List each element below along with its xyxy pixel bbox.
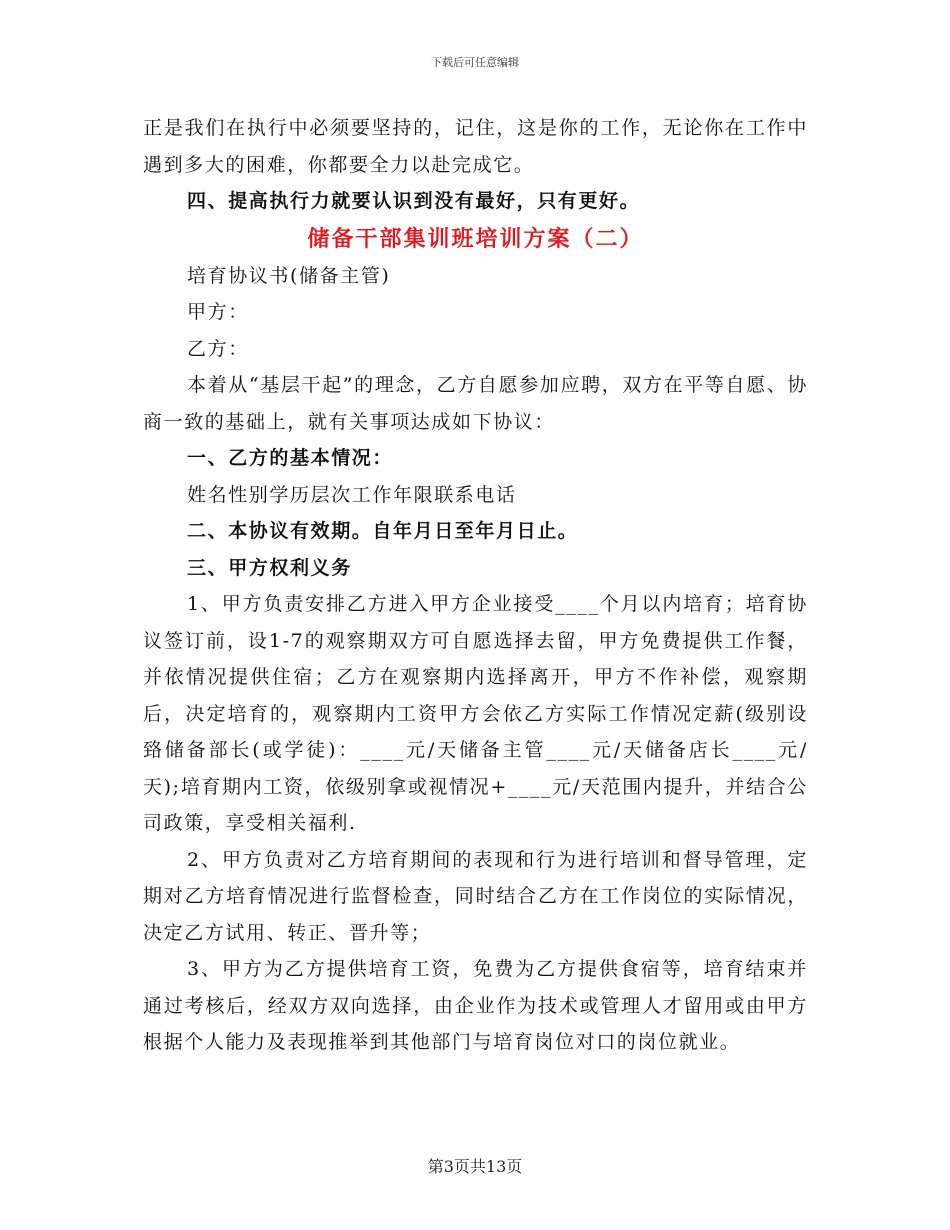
basic-info-fields: 姓名性别学历层次工作年限联系电话: [187, 483, 517, 506]
agreement-name: 培育协议书(储备主管): [187, 264, 391, 287]
preamble-paragraph: 本着从“基层干起”的理念，乙方自愿参加应聘，双方在平等自愿、协商一致的基础上，就有关事项达成如下协议：: [143, 374, 808, 433]
section-heading-4: 四、提高执行力就要认识到没有最好，只有更好。: [187, 190, 641, 212]
party-a-line: 甲方：: [187, 301, 249, 323]
paragraph-continued: 正是我们在执行中必须要坚持的，记住，这是你的工作，无论你在工作中遇到多大的困难，你都要全力以赴完成它。: [143, 117, 808, 176]
clause-2: 2、甲方负责对乙方培育期间的表现和行为进行培训和督导管理，定期对乙方培育情况进行监督检查，同时结合乙方在工作岗位的实际情况，决定乙方试用、转正、晋升等；: [143, 848, 808, 944]
clause-3: 3、甲方为乙方提供培育工资，免费为乙方提供食宿等，培育结束并通过考核后，经双方双向选择，由企业作为技术或管理人才留用或由甲方根据个人能力及表现推举到其他部门与培育岗位对口的岗位就业。: [143, 958, 808, 1053]
page-header: 下载后可任意编辑: [431, 56, 519, 69]
document-body: [143, 110, 808, 1061]
clause-1: 1、甲方负责安排乙方进入甲方企业接受____个月以内培育；培育协议签订前，设1-7的观察期双方可自愿选择去留，甲方免费提供工作餐，并依情况提供住宿；乙方在观察期内选择离开，甲方不作补偿，观察期后，决定培育的，观察期内工资甲方会依乙方实际工作情况定薪(级别设臵储备部长(或学徒)：____元/天储备主管____元/天储备店长____元/天);培育期内工资，依级别拿或视情况+____元/天范围内提升，并结合公司政策，享受相关福利.: [143, 593, 808, 834]
document-title: 储备干部集训班培训方案（二）: [307, 225, 644, 252]
section-heading-3: 三、甲方权利义务: [187, 556, 352, 579]
page-footer: 第3页共13页: [427, 1157, 523, 1176]
section-heading-2: 二、本协议有效期。自年月日至年月日止。: [187, 520, 579, 542]
party-b-line: 乙方：: [187, 337, 249, 360]
section-heading-1: 一、乙方的基本情况：: [187, 447, 394, 469]
